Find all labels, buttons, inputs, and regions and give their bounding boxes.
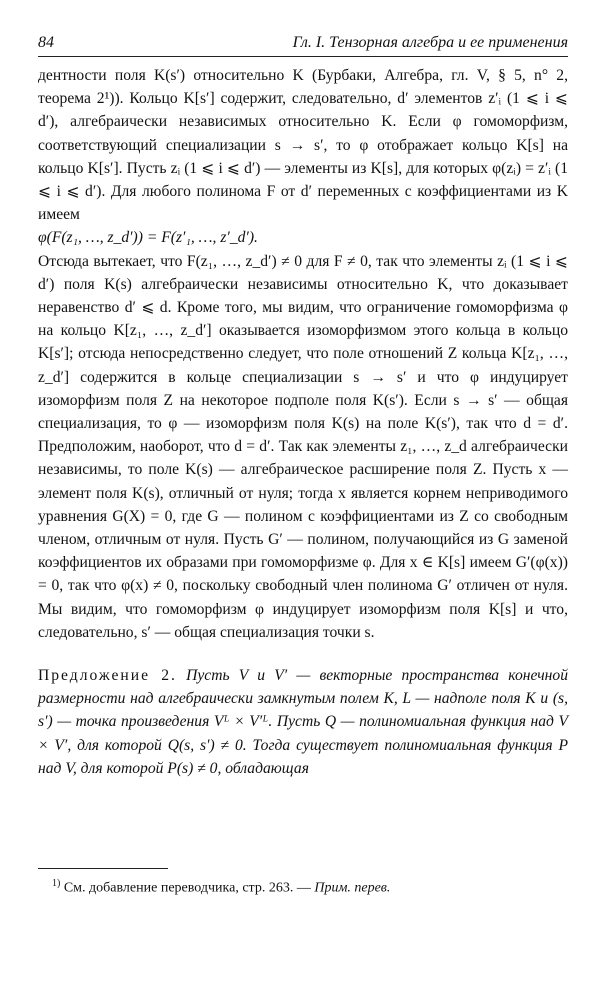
proposition [38, 664, 568, 780]
footnote-mark: 1) [52, 878, 61, 889]
page-number: 84 [38, 34, 54, 51]
proposition-title: Предложение 2. [38, 667, 177, 685]
page-header [38, 30, 568, 57]
footnote-text: См. добавление переводчика, стр. 263. — [63, 880, 311, 896]
paragraph-1: дентности поля K(s′) относительно K (Бурбаки, Алгебра, гл. V, § 5, n° 2, теорема 2¹)). Кольцо K[s′] содержит, следовательно, d′ элементов z′ᵢ (1 ⩽ i ⩽ d′), алгебраически независимых относительно K. Если φ гомоморфизм, соответствующий специализации s → s′, то φ отображает кольцо K[s] на кольцо K[s′]. Пусть zᵢ (1 ⩽ i ⩽ d′) — элементы из K[s], для которых φ(zᵢ) = z′ᵢ (1 ⩽ i ⩽ d′). Для любого полинома F от d′ переменных с коэффициентами из K имеем [38, 67, 568, 224]
footnote [52, 874, 562, 899]
display-formula: φ(F(z₁, …, z_d′)) = F(z′₁, …, z′_d′). [38, 229, 258, 247]
footnote-divider [38, 868, 168, 869]
page-body [38, 64, 568, 780]
running-title: Гл. I. Тензорная алгебра и ее применения [292, 34, 568, 51]
paragraph-2: Отсюда вытекает, что F(z₁, …, z_d′) ≠ 0 для F ≠ 0, так что элементы zᵢ (1 ⩽ i ⩽ d′) поля K(s) алгебраически независимы относительно K, что доказывает неравенство d′ ⩽ d. Кроме того, мы видим, что ограничение гомоморфизма φ на кольцо K[z₁, …, z_d′] оказывается изоморфизмом этого кольца в кольцо K[s′]; отсюда непосредственно следует, что поле отношений Z кольца K[z₁, …, z_d′] содержится в кольце специализации s → s′ и что φ индуцирует изоморфизм поля Z на некоторое подполе поля K(s′). Если s → s′ — общая специализация, то φ — изоморфизм поля K(s) на поле K(s′), так что d = d′. Предположим, наоборот, что d = d′. Так как элементы z₁, …, z_d алгебраически независимы, то поле K(s) — алгебраическое расширение поля Z. Пусть x — элемент поля K(s), отличный от нуля; тогда x является корнем неприводимого уравнения G(X) = 0, где G — полином с коэффициентами из Z со свободным членом, отличным от нуля. Пусть G′ — полином, получающийся из G заменой коэффициентов их образами при гомоморфизме φ. Для x ∈ K[s] имеем G′(φ(x)) = 0, так что φ(x) ≠ 0, поскольку свободный член полинома G′ отличен от нуля. Мы видим, что гомоморфизм φ индуцирует изоморфизм поля K[s] и что, следовательно, s′ — общая специализация точки s. [38, 252, 568, 641]
proposition-text: Пусть V и V′ — векторные пространства конечной размерности над алгебраически замкнутым полем K, L — надполе поля K и (s, s′) — точка произведения Vᴸ × V′ᴸ. Пусть Q — полиномиальная функция над V × V′, для которой Q(s, s′) ≠ 0. Тогда существует полиномиальная функция P над V, для которой P(s) ≠ 0, обладающая [38, 667, 568, 777]
footnote-abbreviation: Прим. перев. [314, 880, 391, 896]
